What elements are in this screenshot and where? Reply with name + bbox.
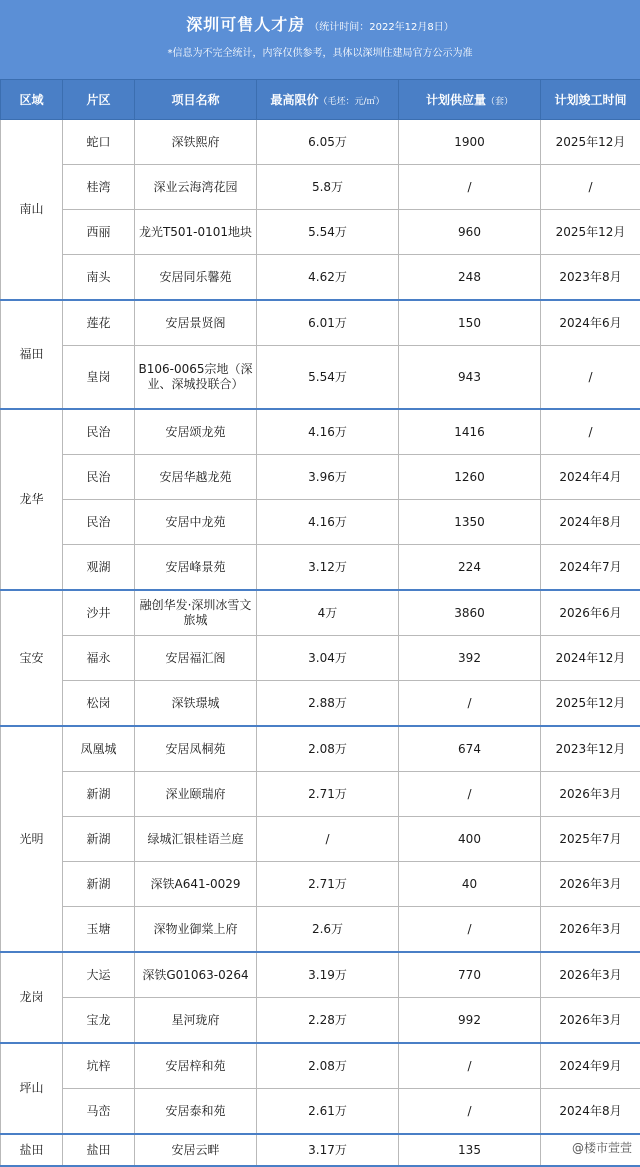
stat-date: （统计时间：2022年12月8日）: [309, 22, 454, 33]
completion-cell: 2025年12月: [541, 120, 640, 165]
table-row: [1, 590, 640, 636]
project-cell: 安居梓和苑: [135, 1043, 257, 1089]
area-cell: 南头: [63, 255, 135, 301]
table-row: [1, 952, 640, 998]
col-area: 片区: [63, 80, 135, 120]
project-cell: 融创华发·深圳冰雪文旅城: [135, 590, 257, 636]
area-cell: 西丽: [63, 210, 135, 255]
price-cell: 3.04万: [257, 636, 399, 681]
col-project: 项目名称: [135, 80, 257, 120]
supply-cell: 1260: [399, 455, 541, 500]
completion-cell: 2026年6月: [541, 590, 640, 636]
table-row: [1, 500, 640, 545]
supply-cell: /: [399, 907, 541, 953]
supply-cell: 400: [399, 817, 541, 862]
price-cell: 2.6万: [257, 907, 399, 953]
project-cell: 安居凤桐苑: [135, 726, 257, 772]
area-cell: 盐田: [63, 1134, 135, 1166]
price-cell: /: [257, 817, 399, 862]
table-row: [1, 165, 640, 210]
price-cell: 3.17万: [257, 1134, 399, 1166]
completion-cell: 2024年9月: [541, 1043, 640, 1089]
completion-cell: 2026年3月: [541, 772, 640, 817]
table-row: [1, 409, 640, 455]
price-cell: 2.61万: [257, 1089, 399, 1135]
supply-cell: 150: [399, 300, 541, 346]
completion-cell: /: [541, 409, 640, 455]
completion-cell: 2024年8月: [541, 1089, 640, 1135]
project-cell: 龙光T501-0101地块: [135, 210, 257, 255]
table-row: [1, 120, 640, 165]
price-cell: 3.96万: [257, 455, 399, 500]
table-body: [1, 120, 640, 1167]
table-row: [1, 1134, 640, 1166]
project-cell: 深铁G01063-0264: [135, 952, 257, 998]
table-row: [1, 998, 640, 1044]
region-cell: 龙岗: [1, 952, 63, 1043]
table-row: [1, 210, 640, 255]
region-cell: 盐田: [1, 1134, 63, 1166]
area-cell: 观湖: [63, 545, 135, 591]
completion-cell: 2024年7月: [541, 545, 640, 591]
supply-cell: 248: [399, 255, 541, 301]
table-row: [1, 545, 640, 591]
completion-cell: 2024年12月: [541, 636, 640, 681]
completion-cell: 2026年3月: [541, 952, 640, 998]
housing-table: [0, 79, 640, 1167]
table-row: [1, 726, 640, 772]
table-row: [1, 817, 640, 862]
area-cell: 新湖: [63, 862, 135, 907]
region-cell: 南山: [1, 120, 63, 301]
project-cell: 安居泰和苑: [135, 1089, 257, 1135]
region-cell: 宝安: [1, 590, 63, 726]
project-cell: 深业颐瑞府: [135, 772, 257, 817]
project-cell: 深铁熙府: [135, 120, 257, 165]
supply-cell: 3860: [399, 590, 541, 636]
area-cell: 大运: [63, 952, 135, 998]
project-cell: 安居福汇阁: [135, 636, 257, 681]
supply-cell: /: [399, 681, 541, 727]
header-banner: [0, 0, 640, 79]
area-cell: 蛇口: [63, 120, 135, 165]
table-row: [1, 455, 640, 500]
area-cell: 宝龙: [63, 998, 135, 1044]
area-cell: 新湖: [63, 817, 135, 862]
completion-cell: 2026年3月: [541, 907, 640, 953]
project-cell: 深业云海湾花园: [135, 165, 257, 210]
completion-cell: 2025年12月: [541, 210, 640, 255]
price-cell: 2.71万: [257, 772, 399, 817]
supply-cell: 135: [399, 1134, 541, 1166]
completion-cell: 2024年8月: [541, 500, 640, 545]
project-cell: 安居云畔: [135, 1134, 257, 1166]
table-row: [1, 636, 640, 681]
completion-cell: 2024年6月: [541, 300, 640, 346]
project-cell: 安居颂龙苑: [135, 409, 257, 455]
title-line: [0, 12, 640, 35]
area-cell: 马峦: [63, 1089, 135, 1135]
region-cell: 坪山: [1, 1043, 63, 1134]
col-price: 最高限价（毛坯：元/㎡）: [257, 80, 399, 120]
table-row: [1, 1089, 640, 1135]
price-cell: 2.71万: [257, 862, 399, 907]
completion-cell: 2024年4月: [541, 455, 640, 500]
price-cell: 2.08万: [257, 1043, 399, 1089]
table-row: [1, 300, 640, 346]
project-cell: 深铁璟城: [135, 681, 257, 727]
supply-cell: 770: [399, 952, 541, 998]
table-row: [1, 255, 640, 301]
table-row: [1, 907, 640, 953]
project-cell: 安居峰景苑: [135, 545, 257, 591]
supply-cell: 1350: [399, 500, 541, 545]
area-cell: 坑梓: [63, 1043, 135, 1089]
project-cell: 绿城汇银桂语兰庭: [135, 817, 257, 862]
supply-cell: 992: [399, 998, 541, 1044]
completion-cell: 2026年3月: [541, 862, 640, 907]
price-cell: 4.62万: [257, 255, 399, 301]
region-cell: 光明: [1, 726, 63, 952]
table-row: [1, 772, 640, 817]
price-cell: 5.54万: [257, 346, 399, 410]
completion-cell: 2026年3月: [541, 998, 640, 1044]
project-cell: 安居景贤阁: [135, 300, 257, 346]
area-cell: 莲花: [63, 300, 135, 346]
price-cell: 2.28万: [257, 998, 399, 1044]
price-cell: 5.54万: [257, 210, 399, 255]
area-cell: 民治: [63, 409, 135, 455]
price-cell: 3.12万: [257, 545, 399, 591]
area-cell: 新湖: [63, 772, 135, 817]
area-cell: 凤凰城: [63, 726, 135, 772]
table-row: [1, 1043, 640, 1089]
price-cell: 4.16万: [257, 500, 399, 545]
disclaimer-note: *信息为不完全统计，内容仅供参考，具体以深圳住建局官方公示为准: [0, 44, 640, 59]
completion-cell: /: [541, 346, 640, 410]
table-row: [1, 681, 640, 727]
area-cell: 松岗: [63, 681, 135, 727]
project-cell: 深铁A641-0029: [135, 862, 257, 907]
area-cell: 民治: [63, 500, 135, 545]
region-cell: 福田: [1, 300, 63, 409]
project-cell: 星河珑府: [135, 998, 257, 1044]
price-cell: 2.88万: [257, 681, 399, 727]
project-cell: 安居同乐馨苑: [135, 255, 257, 301]
completion-cell: 2023年8月: [541, 255, 640, 301]
completion-cell: /: [541, 165, 640, 210]
supply-cell: 392: [399, 636, 541, 681]
price-cell: 5.8万: [257, 165, 399, 210]
completion-cell: 2025年12月: [541, 681, 640, 727]
price-cell: 4.16万: [257, 409, 399, 455]
col-supply: 计划供应量（套）: [399, 80, 541, 120]
area-cell: 玉塘: [63, 907, 135, 953]
supply-cell: /: [399, 1043, 541, 1089]
author-watermark: @楼市萱萱: [572, 1139, 632, 1156]
completion-cell: 2025年7月: [541, 817, 640, 862]
table-header-row: [1, 80, 640, 120]
supply-cell: 674: [399, 726, 541, 772]
area-cell: 福永: [63, 636, 135, 681]
price-cell: 6.05万: [257, 120, 399, 165]
project-cell: 安居华越龙苑: [135, 455, 257, 500]
area-cell: 桂湾: [63, 165, 135, 210]
supply-cell: 1900: [399, 120, 541, 165]
table-row: [1, 862, 640, 907]
project-cell: 深物业御棠上府: [135, 907, 257, 953]
supply-cell: 1416: [399, 409, 541, 455]
supply-cell: 943: [399, 346, 541, 410]
price-cell: 4万: [257, 590, 399, 636]
project-cell: B106-0065宗地（深业、深城投联合）: [135, 346, 257, 410]
price-cell: 6.01万: [257, 300, 399, 346]
area-cell: 沙井: [63, 590, 135, 636]
supply-cell: /: [399, 772, 541, 817]
supply-cell: 40: [399, 862, 541, 907]
price-cell: 2.08万: [257, 726, 399, 772]
area-cell: 民治: [63, 455, 135, 500]
supply-cell: /: [399, 165, 541, 210]
price-cell: 3.19万: [257, 952, 399, 998]
supply-cell: 224: [399, 545, 541, 591]
page-title: 深圳可售人才房: [186, 15, 305, 34]
completion-cell: 2023年12月: [541, 726, 640, 772]
project-cell: 安居中龙苑: [135, 500, 257, 545]
col-region: 区域: [1, 80, 63, 120]
col-completion: 计划竣工时间: [541, 80, 640, 120]
region-cell: 龙华: [1, 409, 63, 590]
supply-cell: 960: [399, 210, 541, 255]
table-row: [1, 346, 640, 410]
area-cell: 皇岗: [63, 346, 135, 410]
supply-cell: /: [399, 1089, 541, 1135]
